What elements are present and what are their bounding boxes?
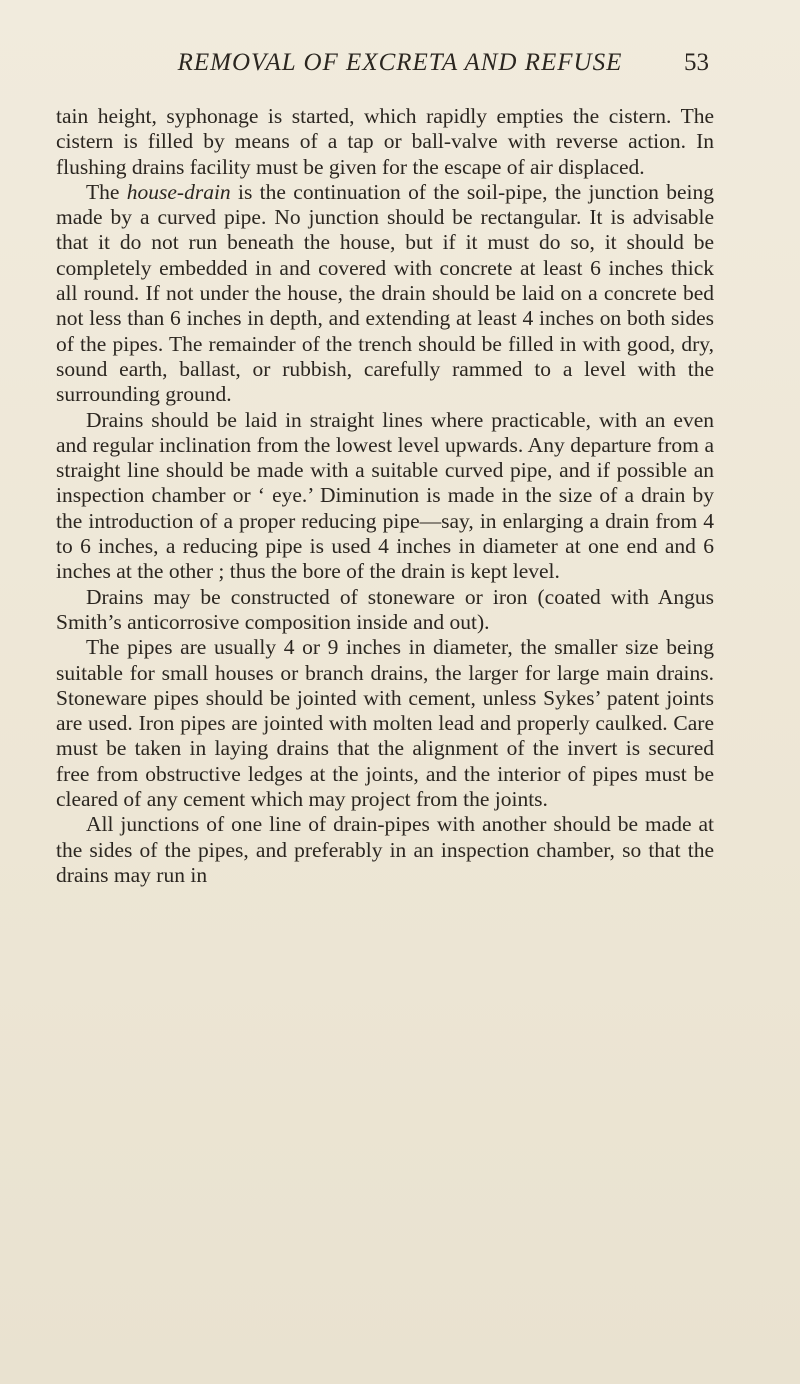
paragraph-junctions: All junctions of one line of drain-pipes with another should be made at the sides of the pipes, and preferably in an inspection chamber, so that the drains may run in [56, 812, 714, 887]
paragraph-body: is the continuation of the soil-pipe, the junction being made by a curved pipe. No junction should be rectangular. It is advisable that it do not run beneath the house, but if it must do so, it should be completely embedded in and covered with concrete at least 6 inches thick all round. If not under the house, the drain should be laid on a concrete bed not less than 6 inches in depth, and extending at least 4 inches on both sides of the pipes. The remainder of the trench should be filled in with good, dry, sound earth, ballast, or rubbish, carefully rammed to a level with the surrounding ground. [56, 179, 714, 407]
running-header [0, 46, 800, 86]
body-text [56, 104, 714, 888]
paragraph-pipe-sizes: The pipes are usually 4 or 9 inches in diameter, the smaller size being suitable for small houses or branch drains, the larger for large main drains. Stoneware pipes should be jointed with cement, unless Sykes’ patent joints are used. Iron pipes are jointed with molten lead and properly caulked. Care must be taken in laying drains that the alignment of the invert is secured free from obstructive ledges at the joints, and the interior of pipes must be cleared of any cement which may project from the joints. [56, 635, 714, 812]
paragraph-drains-material: Drains may be constructed of stoneware or iron (coated with Angus Smith’s anticorrosive composition inside and out). [56, 584, 714, 634]
italic-term-house-drain: house-drain [126, 179, 231, 204]
paragraph-lead: The [86, 179, 127, 204]
paragraph-drains-laid: Drains should be laid in straight lines where practicable, with an even and regular inclination from the lowest level upwards. Any departure from a straight line should be made with a suitable curved pipe, and if possible an inspection chamber or ‘ eye.’ Diminution is made in the size of a drain by the introduction of a proper reducing pipe—say, in enlarging a drain from 4 to 6 inches, a reducing pipe is used 4 inches in diameter at one end and 6 inches at the other ; thus the bore of the drain is kept level. [56, 407, 714, 584]
paragraph-continuation: tain height, syphonage is started, which rapidly empties the cistern. The cistern is filled by means of a tap or ball-valve with reverse action. In flushing drains facility must be given for the escape of air displaced. [56, 104, 714, 179]
paragraph-house-drain [56, 180, 714, 408]
page-number: 53 [684, 49, 709, 76]
running-title: REMOVAL OF EXCRETA AND REFUSE [177, 49, 623, 76]
